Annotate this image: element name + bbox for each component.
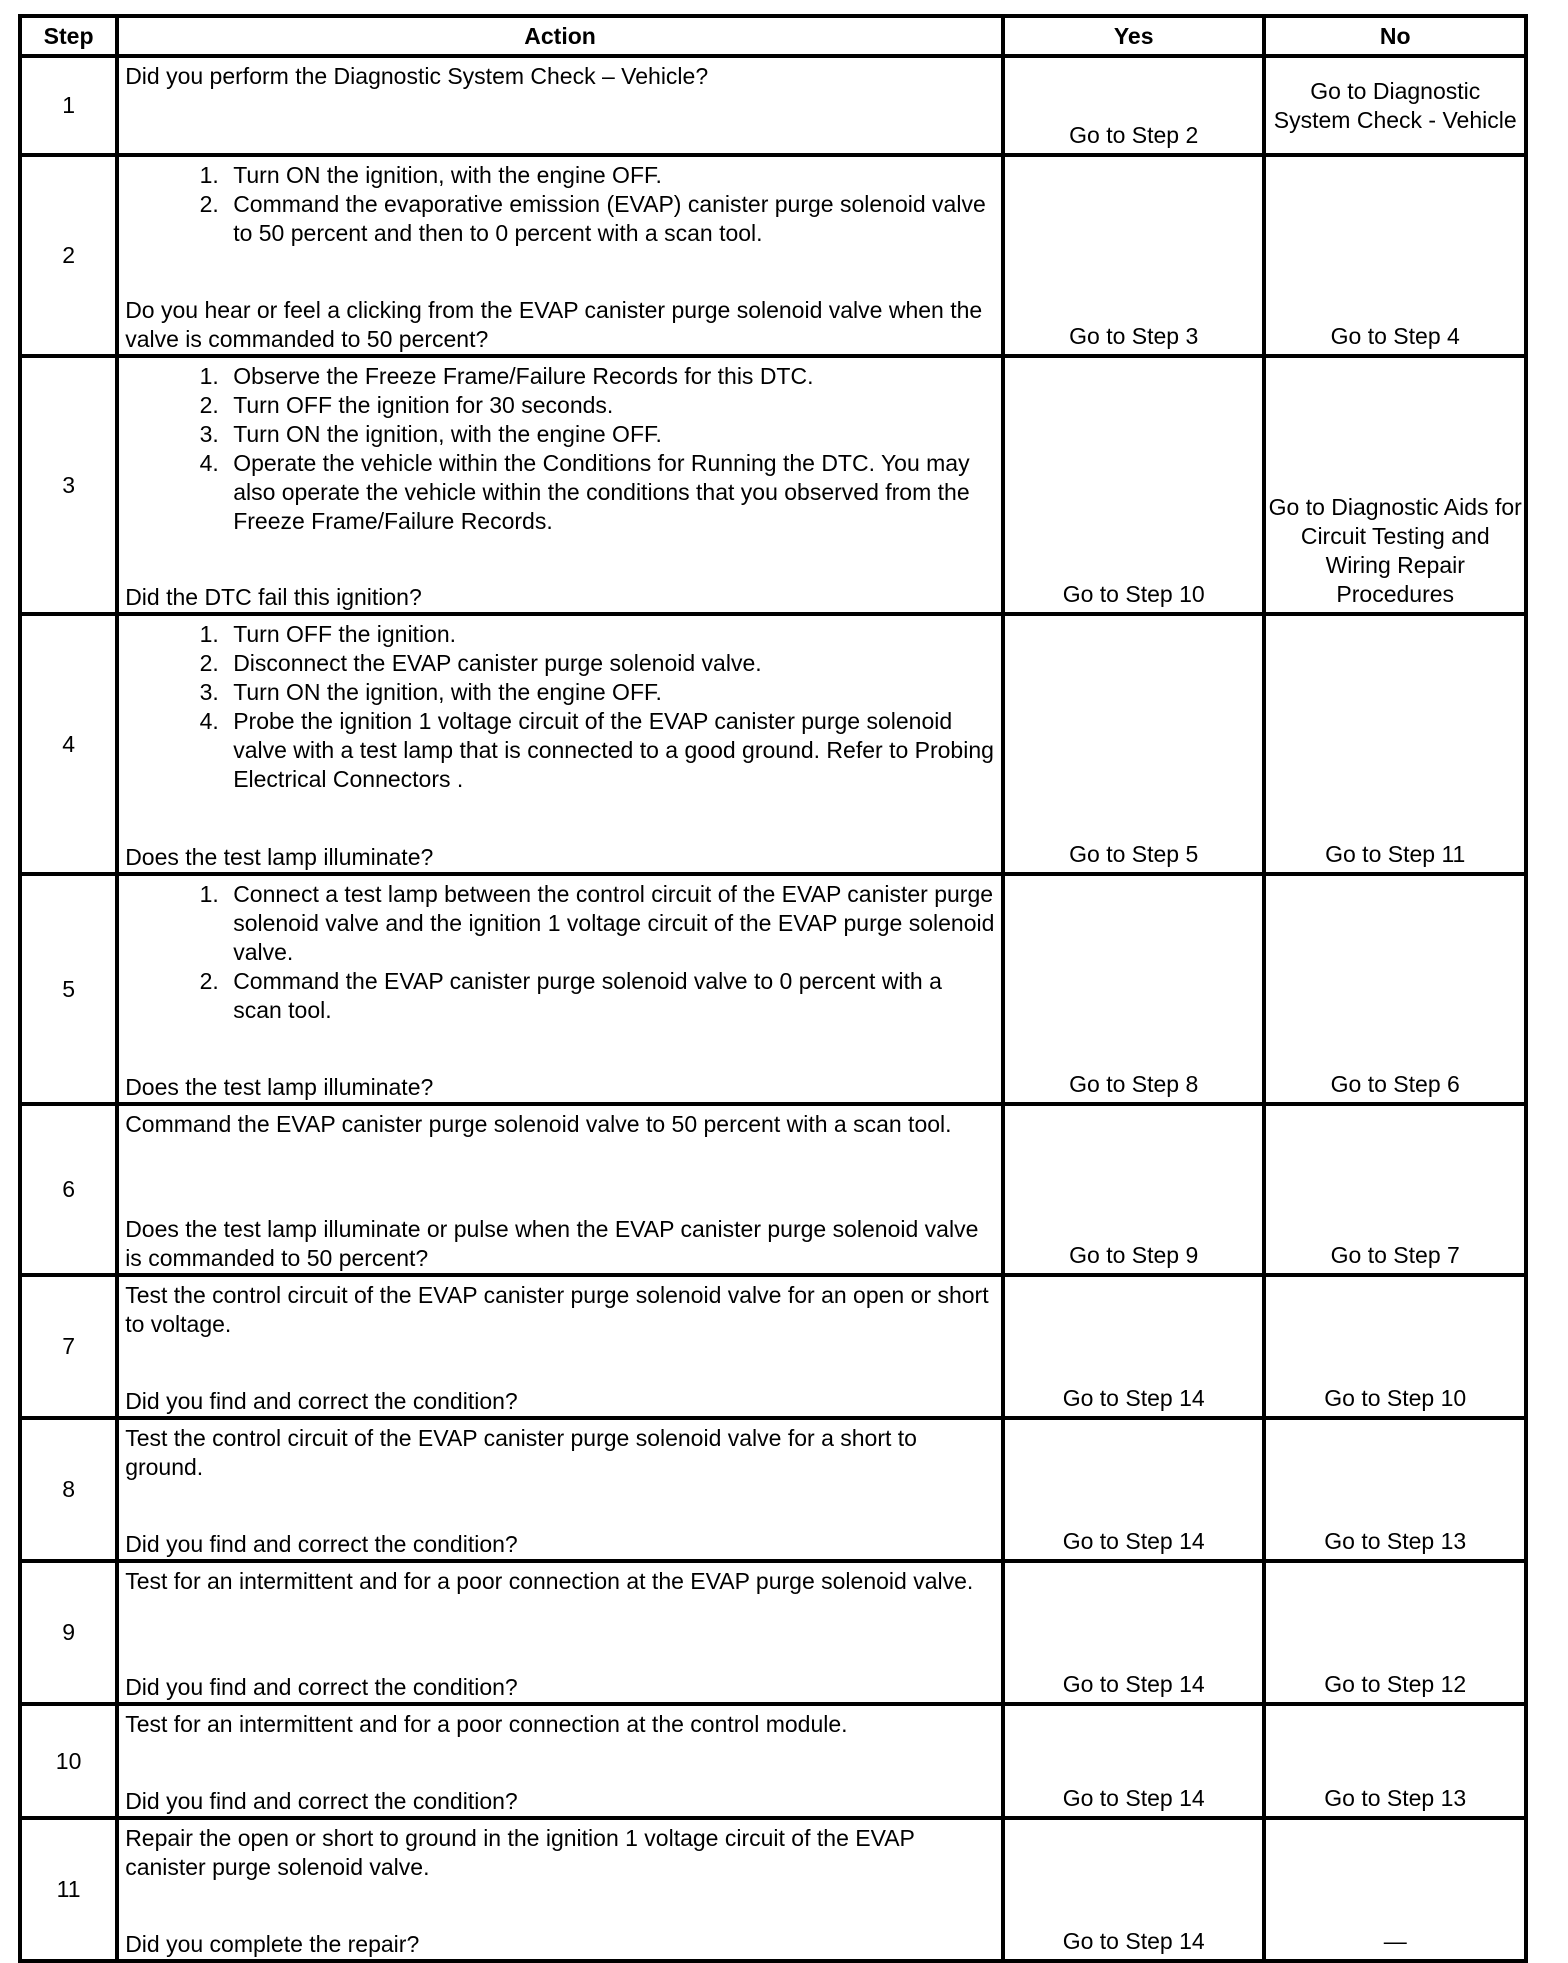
no-link[interactable]: Go to Step 13 — [1264, 1418, 1526, 1561]
action-instruction: Test the control circuit of the EVAP canister purge solenoid valve for a short to ground. — [125, 1425, 917, 1480]
step-number: 7 — [20, 1275, 117, 1418]
action-question: Did you find and correct the condition? — [125, 1531, 518, 1557]
procedure-item: 4. Probe the ignition 1 voltage circuit of the EVAP canister purge solenoid valve with a test lamp that is connected to a good ground. Refer to Probing Electrical Connectors . — [225, 707, 995, 794]
table-row — [20, 1104, 1526, 1275]
action-column-header: Action — [117, 16, 1003, 56]
no-value: — — [1264, 1818, 1526, 1961]
no-link[interactable]: Go to Step 10 — [1264, 1275, 1526, 1418]
action-cell — [117, 1418, 1003, 1561]
action-cell — [117, 356, 1003, 614]
table-row — [20, 614, 1526, 874]
procedure-item: 3. Turn ON the ignition, with the engine OFF. — [225, 678, 995, 707]
no-column-header: No — [1264, 16, 1526, 56]
action-question: Do you hear or feel a clicking from the EVAP canister purge solenoid valve when the valve is commanded to 50 percent? — [125, 297, 983, 352]
procedure-item: 1. Observe the Freeze Frame/Failure Records for this DTC. — [225, 362, 995, 391]
table-row — [20, 1561, 1526, 1704]
table-row — [20, 1418, 1526, 1561]
no-link[interactable]: Go to Step 6 — [1264, 874, 1526, 1104]
table-row — [20, 155, 1526, 356]
action-question: Did you find and correct the condition? — [125, 1788, 518, 1814]
yes-link[interactable]: Go to Step 14 — [1003, 1275, 1265, 1418]
procedure-list — [125, 362, 995, 536]
action-question: Did you complete the repair? — [125, 1931, 420, 1957]
no-link[interactable]: Go to Step 13 — [1264, 1704, 1526, 1818]
diagnostic-table — [18, 14, 1528, 1963]
table-row — [20, 1818, 1526, 1961]
yes-column-header: Yes — [1003, 16, 1265, 56]
action-question: Did you find and correct the condition? — [125, 1388, 518, 1414]
step-number: 8 — [20, 1418, 117, 1561]
action-cell — [117, 155, 1003, 356]
procedure-item: 2. Command the EVAP canister purge solenoid valve to 0 percent with a scan tool. — [225, 967, 995, 1025]
action-cell — [117, 874, 1003, 1104]
yes-link[interactable]: Go to Step 14 — [1003, 1418, 1265, 1561]
procedure-item: 1. Turn ON the ignition, with the engine OFF. — [225, 161, 995, 190]
no-link[interactable]: Go to Step 7 — [1264, 1104, 1526, 1275]
action-question: Did you perform the Diagnostic System Check – Vehicle? — [125, 63, 709, 89]
step-number: 5 — [20, 874, 117, 1104]
no-link[interactable]: Go to Diagnostic Aids for Circuit Testing and Wiring Repair Procedures — [1264, 356, 1526, 614]
action-cell — [117, 56, 1003, 155]
yes-link[interactable]: Go to Step 9 — [1003, 1104, 1265, 1275]
yes-link[interactable]: Go to Step 14 — [1003, 1704, 1265, 1818]
yes-link[interactable]: Go to Step 8 — [1003, 874, 1265, 1104]
action-instruction: Repair the open or short to ground in the ignition 1 voltage circuit of the EVAP canister purge solenoid valve. — [125, 1825, 915, 1880]
yes-link[interactable]: Go to Step 5 — [1003, 614, 1265, 874]
action-cell — [117, 1104, 1003, 1275]
action-question: Does the test lamp illuminate? — [125, 1074, 434, 1100]
procedure-item: 2. Turn OFF the ignition for 30 seconds. — [225, 391, 995, 420]
procedure-item: 1. Connect a test lamp between the control circuit of the EVAP canister purge solenoid valve and the ignition 1 voltage circuit of the EVAP purge solenoid valve. — [225, 880, 995, 967]
no-link[interactable]: Go to Step 12 — [1264, 1561, 1526, 1704]
action-question: Did the DTC fail this ignition? — [125, 584, 422, 610]
yes-link[interactable]: Go to Step 14 — [1003, 1561, 1265, 1704]
action-question: Does the test lamp illuminate? — [125, 844, 434, 870]
procedure-item: 4. Operate the vehicle within the Conditions for Running the DTC. You may also operate the vehicle within the conditions that you observed from the Freeze Frame/Failure Records. — [225, 449, 995, 536]
action-cell — [117, 1704, 1003, 1818]
procedure-item: 1. Turn OFF the ignition. — [225, 620, 995, 649]
action-instruction: Test for an intermittent and for a poor connection at the control module. — [125, 1711, 848, 1737]
action-cell — [117, 1275, 1003, 1418]
no-link[interactable]: Go to Step 11 — [1264, 614, 1526, 874]
step-number: 3 — [20, 356, 117, 614]
step-number: 9 — [20, 1561, 117, 1704]
table-row — [20, 356, 1526, 614]
yes-link[interactable]: Go to Step 3 — [1003, 155, 1265, 356]
step-number: 4 — [20, 614, 117, 874]
step-column-header: Step — [20, 16, 117, 56]
table-row — [20, 1275, 1526, 1418]
procedure-list — [125, 880, 995, 1025]
table-row — [20, 874, 1526, 1104]
procedure-item: 2. Disconnect the EVAP canister purge solenoid valve. — [225, 649, 995, 678]
action-instruction: Command the EVAP canister purge solenoid valve to 50 percent with a scan tool. — [125, 1111, 952, 1137]
action-instruction: Test for an intermittent and for a poor connection at the EVAP purge solenoid valve. — [125, 1568, 974, 1594]
no-link[interactable]: Go to Diagnostic System Check - Vehicle — [1264, 56, 1526, 155]
yes-link[interactable]: Go to Step 14 — [1003, 1818, 1265, 1961]
procedure-item: 2. Command the evaporative emission (EVAP) canister purge solenoid valve to 50 percent and then to 0 percent with a scan tool. — [225, 190, 995, 248]
yes-link[interactable]: Go to Step 2 — [1003, 56, 1265, 155]
action-cell — [117, 1561, 1003, 1704]
action-cell — [117, 1818, 1003, 1961]
step-number: 11 — [20, 1818, 117, 1961]
step-number: 1 — [20, 56, 117, 155]
table-header-row — [20, 16, 1526, 56]
action-question: Did you find and correct the condition? — [125, 1674, 518, 1700]
action-cell — [117, 614, 1003, 874]
action-question: Does the test lamp illuminate or pulse when the EVAP canister purge solenoid valve is commanded to 50 percent? — [125, 1216, 979, 1271]
procedure-list — [125, 620, 995, 794]
procedure-item: 3. Turn ON the ignition, with the engine OFF. — [225, 420, 995, 449]
table-row — [20, 1704, 1526, 1818]
step-number: 6 — [20, 1104, 117, 1275]
step-number: 10 — [20, 1704, 117, 1818]
action-instruction: Test the control circuit of the EVAP canister purge solenoid valve for an open or short to voltage. — [125, 1282, 989, 1337]
table-row — [20, 56, 1526, 155]
procedure-list — [125, 161, 995, 248]
yes-link[interactable]: Go to Step 10 — [1003, 356, 1265, 614]
step-number: 2 — [20, 155, 117, 356]
no-link[interactable]: Go to Step 4 — [1264, 155, 1526, 356]
